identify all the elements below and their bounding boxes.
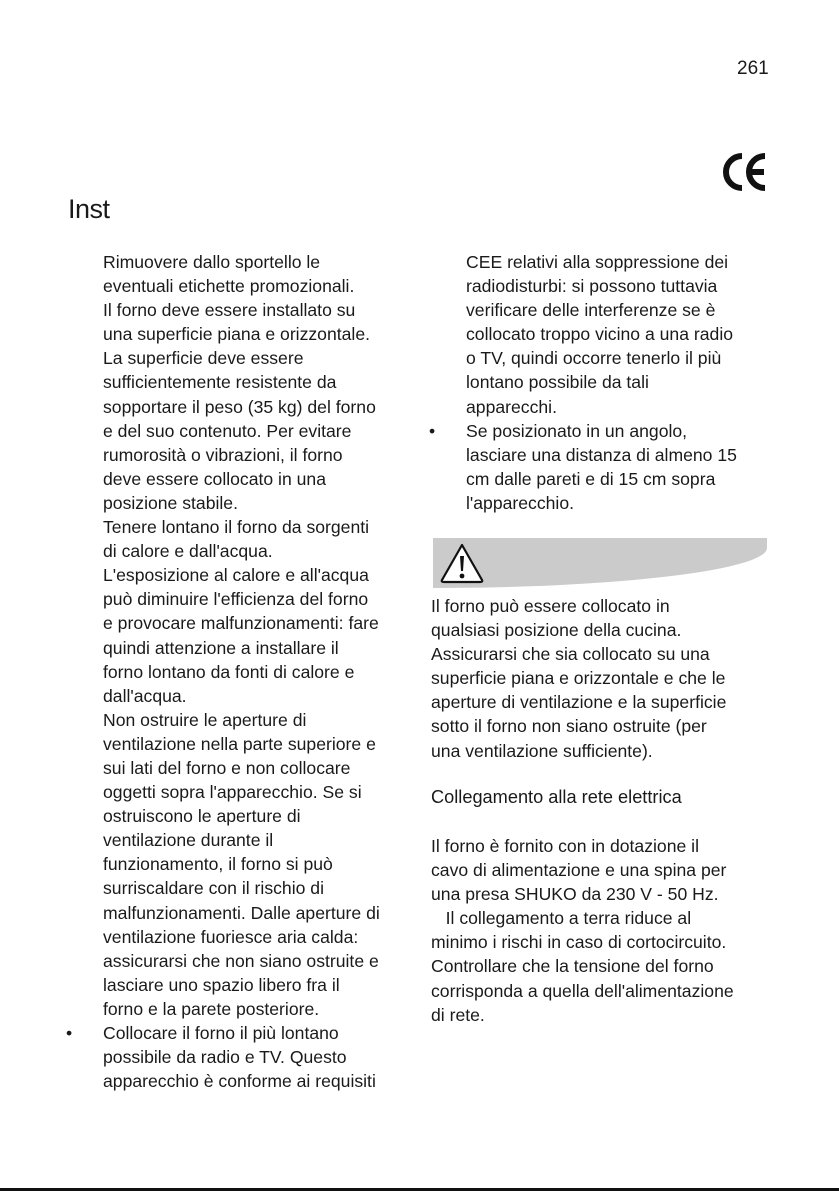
text-line — [103, 876, 423, 900]
text-line — [66, 1021, 423, 1045]
text-line-content: funzionamento, il forno si può — [103, 854, 333, 875]
text-line-content: apparecchi. — [466, 396, 557, 417]
text-line — [431, 739, 791, 763]
text-line-content: posizione stabile. — [103, 492, 238, 513]
text-line — [466, 467, 786, 491]
text-line-content: ostruiscono le aperture di — [103, 806, 301, 827]
text-line — [431, 834, 811, 858]
text-line-content: Controllare che la tensione del forno — [431, 956, 714, 977]
text-line — [103, 997, 423, 1021]
text-line — [103, 467, 423, 491]
text-line-content: corrisponda a quella dell'alimentazione — [431, 980, 734, 1001]
subheading-electrical: Collegamento alla rete elettrica — [431, 787, 682, 807]
text-line-content: oggetti sopra l'apparecchio. Se si — [103, 782, 362, 803]
text-line-content: ventilazione durante il — [103, 830, 274, 851]
text-line-content: surriscaldare con il rischio di — [103, 878, 324, 899]
text-line-content: lontano possibile da tali — [466, 372, 649, 393]
right-column-top — [429, 250, 786, 515]
text-line-content: verificare delle interferenze se è — [466, 300, 716, 321]
bullet-icon: • — [66, 1023, 73, 1043]
text-line-content: forno e la parete posteriore. — [103, 998, 320, 1019]
text-line-content: assicurarsi che non siano ostruite e — [103, 950, 379, 971]
text-line-content: e provocare malfunzionamenti: fare — [103, 613, 379, 634]
text-line — [103, 395, 423, 419]
text-line — [431, 714, 791, 738]
text-line-content: Il forno deve essere installato su — [103, 300, 356, 321]
text-line — [103, 852, 423, 876]
ce-mark-icon — [723, 152, 767, 192]
text-line — [103, 660, 423, 684]
text-line — [431, 642, 791, 666]
text-line-content: aperture di ventilazione e la superficie — [431, 692, 727, 713]
text-line-content: dall'acqua. — [103, 685, 187, 706]
text-line — [466, 322, 786, 346]
text-line — [103, 756, 423, 780]
text-line-content: Tenere lontano il forno da sorgenti — [103, 517, 370, 538]
text-line-content: collocato troppo vicino a una radio — [466, 324, 734, 345]
text-line — [466, 370, 786, 394]
text-line-content: una ventilazione sufficiente). — [431, 740, 653, 761]
text-line — [103, 274, 423, 298]
text-line — [431, 930, 811, 954]
text-line-content: malfunzionamenti. Dalle aperture di — [103, 902, 380, 923]
text-line-content: l'apparecchio. — [466, 492, 575, 513]
text-line — [103, 925, 423, 949]
text-line — [431, 666, 791, 690]
text-line — [103, 611, 423, 635]
text-line-content: o TV, quindi occorre tenerlo il più — [466, 348, 722, 369]
text-line-content: rumorosità o vibrazioni, il forno — [103, 444, 343, 465]
text-line — [466, 443, 786, 467]
text-line-content: Il forno può essere collocato in — [431, 596, 670, 616]
text-line-content: può diminuire l'efficienza del forno — [103, 589, 369, 610]
text-line-content: Il forno è fornito con in dotazione il — [431, 836, 699, 856]
text-line-content: sui lati del forno e non collocare — [103, 757, 351, 778]
text-line — [103, 370, 423, 394]
text-line — [103, 949, 423, 973]
warning-banner — [433, 538, 767, 588]
text-line-content: una superficie piana e orizzontale. — [103, 324, 371, 345]
electrical-text — [431, 834, 811, 1027]
text-line-content: cm dalle pareti e di 15 cm sopra — [466, 468, 716, 489]
text-line-content: ventilazione fuoriesce aria calda: — [103, 926, 359, 947]
text-line-content: CEE relativi alla soppressione dei — [466, 252, 729, 272]
text-line — [103, 732, 423, 756]
text-line-content: sopportare il peso (35 kg) del forno — [103, 396, 376, 417]
text-line — [103, 587, 423, 611]
text-line-content: e del suo contenuto. Per evitare — [103, 420, 352, 441]
text-line — [103, 515, 423, 539]
text-line-content: lasciare uno spazio libero fra il — [103, 974, 340, 995]
text-line — [431, 882, 811, 906]
text-line-content: Non ostruire le aperture di — [103, 709, 307, 730]
text-line-content: Il collegamento a terra riduce al — [431, 908, 692, 929]
text-line — [431, 906, 811, 930]
text-line-content: quindi attenzione a installare il — [103, 637, 339, 658]
text-line — [103, 322, 423, 346]
text-line-content: Rimuovere dallo sportello le — [103, 252, 321, 272]
text-line-content: Collocare il forno il più lontano — [103, 1023, 339, 1043]
warning-text — [431, 594, 791, 763]
text-line — [431, 979, 811, 1003]
text-line — [431, 594, 791, 618]
text-line-content: cavo di alimentazione e una spina per — [431, 860, 727, 881]
text-line — [431, 954, 811, 978]
text-line — [431, 858, 811, 882]
text-line — [466, 491, 786, 515]
text-line — [103, 491, 423, 515]
text-line-content: di calore e dall'acqua. — [103, 541, 273, 562]
text-line — [466, 346, 786, 370]
text-line — [103, 419, 423, 443]
text-line — [103, 636, 423, 660]
text-line-content: possibile da radio e TV. Questo — [103, 1047, 347, 1068]
text-line-content: qualsiasi posizione della cucina. — [431, 620, 682, 641]
text-line-content: di rete. — [431, 1004, 485, 1025]
text-line — [103, 804, 423, 828]
text-line — [103, 973, 423, 997]
text-line — [103, 1045, 423, 1069]
text-line-content: minimo i rischi in caso di cortocircuito. — [431, 932, 727, 953]
text-line-content: Se posizionato in un angolo, — [466, 420, 688, 441]
text-line — [103, 901, 423, 925]
text-line-content: eventuali etichette promozionali. — [103, 276, 355, 297]
text-line — [103, 1069, 423, 1093]
text-line — [429, 419, 786, 443]
text-line — [431, 618, 791, 642]
text-line — [466, 395, 786, 419]
text-line — [103, 539, 423, 563]
text-line-content: sufficientemente resistente da — [103, 372, 337, 393]
text-line-content: deve essere collocato in una — [103, 468, 326, 489]
text-line — [103, 563, 423, 587]
text-line — [103, 828, 423, 852]
section-title: Inst — [68, 194, 110, 224]
text-line — [431, 1003, 811, 1027]
page-number: 261 — [737, 58, 769, 79]
text-line-content: forno lontano da fonti di calore e — [103, 661, 355, 682]
text-line — [466, 250, 786, 274]
text-line-content: radiodisturbi: si possono tuttavia — [466, 276, 718, 297]
text-line — [103, 443, 423, 467]
left-column — [66, 250, 423, 1093]
text-line-content: ventilazione nella parte superiore e — [103, 733, 376, 754]
text-line — [103, 346, 423, 370]
text-line — [103, 780, 423, 804]
text-line-content: superficie piana e orizzontale e che le — [431, 668, 726, 689]
text-line — [103, 708, 423, 732]
bullet-icon: • — [429, 420, 436, 441]
text-line-content: L'esposizione al calore e all'acqua — [103, 565, 369, 586]
text-line-content: sotto il forno non siano ostruite (per — [431, 716, 707, 737]
warning-triangle-icon — [439, 542, 485, 584]
text-line-content: Assicurarsi che sia collocato su una — [431, 644, 710, 665]
text-line — [466, 298, 786, 322]
text-line — [103, 250, 423, 274]
text-line-content: una presa SHUKO da 230 V - 50 Hz. — [431, 884, 719, 905]
text-line — [431, 690, 791, 714]
text-line-content: La superficie deve essere — [103, 348, 304, 369]
text-line — [103, 298, 423, 322]
text-line-content: apparecchio è conforme ai requisiti — [103, 1071, 376, 1092]
text-line — [466, 274, 786, 298]
text-line — [103, 684, 423, 708]
text-line-content: lasciare una distanza di almeno 15 — [466, 444, 737, 465]
